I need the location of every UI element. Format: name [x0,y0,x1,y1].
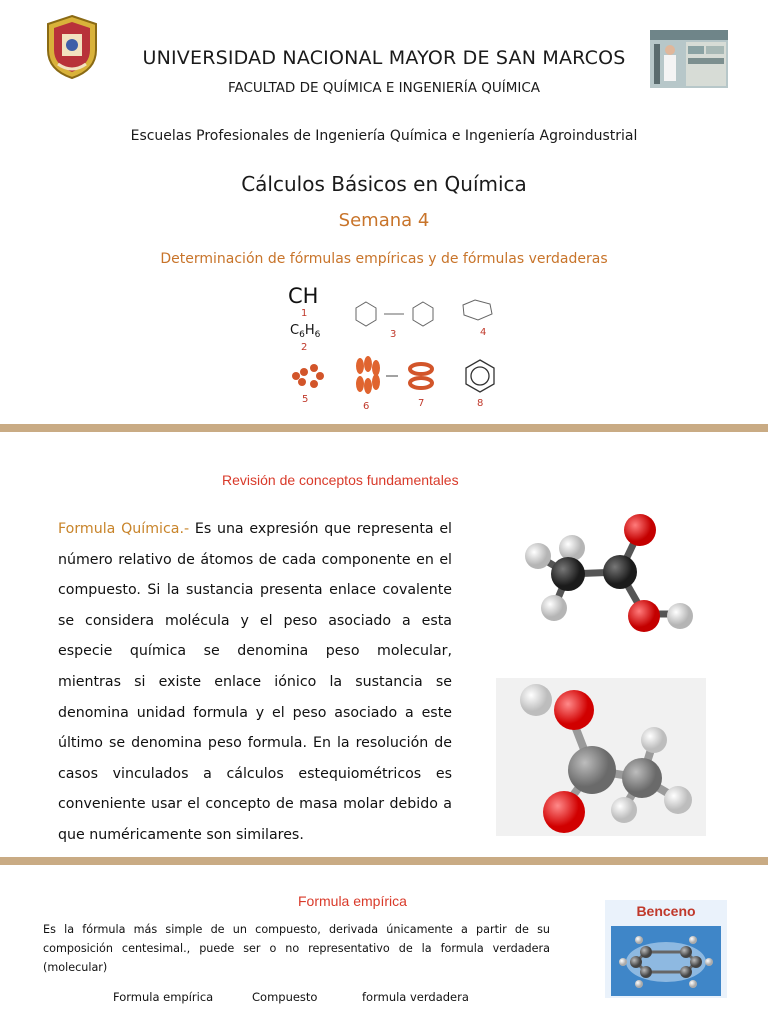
benzene-card [605,900,727,998]
orbital-ring [292,364,324,388]
formula-c6h6: $C_6H_6$ [290,323,321,340]
acetic-acid-model-1 [516,510,706,640]
formula-empirica-paragraph: Es la fórmula más simple de un compuesto, derivada únicamente a partir de su composición centesimal., puede ser o no representativo de la formula verdadera (molecular) [43,923,550,974]
fig-label-7: 7 [418,398,425,409]
column-header-true-formula: formula verdadera [362,990,469,1004]
formula-quimica-body: Es una expresión que representa el número relativo de átomos de cada componente en el compuesto. Si la sustancia presenta enlace covalente se considera molécula y el peso asociado a esta especie química se denomina peso molecular, mientras si existe enlace iónico la sustancia se denomina unidad formula y el peso asociado a este último se denomina peso formula. En la resolución de casos vinculados a cálculos estequiométricos es conveniente usar el concepto de masa molar debido a que numéricamente son similares. [58,521,453,843]
formula-ch: CH [288,284,319,308]
p-orbitals [356,356,380,394]
column-header-empirical: Formula empírica [113,990,214,1004]
acetic-acid-model-2 [496,678,706,836]
fig-label-8: 8 [477,398,484,409]
schools-line: Escuelas Profesionales de Ingeniería Química e Ingeniería Agroindustrial [130,128,638,144]
fig-label-3: 3 [390,329,397,340]
formula-quimica-paragraph [58,514,452,851]
fig-label-6: 6 [363,401,370,412]
formula-quimica-lead: Formula Química.- [58,521,190,537]
benzene-3d-skeleton [463,300,492,320]
week-label: Semana 4 [338,210,430,231]
benzene-representations-figure [280,280,510,415]
section-divider-1 [0,424,768,432]
benzene-molecule-image [611,926,721,996]
course-title: Cálculos Básicos en Química [241,172,527,196]
section2-title: Formula empírica [298,893,407,909]
column-header-compound: Compuesto [252,990,318,1004]
benzene-circle-symbol [466,360,494,392]
delocalized-cloud [410,364,432,388]
fig-label-5: 5 [302,394,309,405]
section1-title: Revisión de conceptos fundamentales [222,472,459,488]
university-name: UNIVERSIDAD NACIONAL MAYOR DE SAN MARCOS [142,47,626,69]
fig-label-2: 2 [301,342,308,353]
fig-label-4: 4 [480,327,487,338]
fig-label-1: 1 [301,308,308,319]
kekule-structures [356,302,433,326]
benzene-card-title: Benceno [636,903,696,919]
topic-subtitle: Determinación de fórmulas empíricas y de fórmulas verdaderas [160,251,608,267]
section-divider-2 [0,857,768,865]
faculty-name: FACULTAD DE QUÍMICA E INGENIERÍA QUÍMICA [227,80,541,96]
